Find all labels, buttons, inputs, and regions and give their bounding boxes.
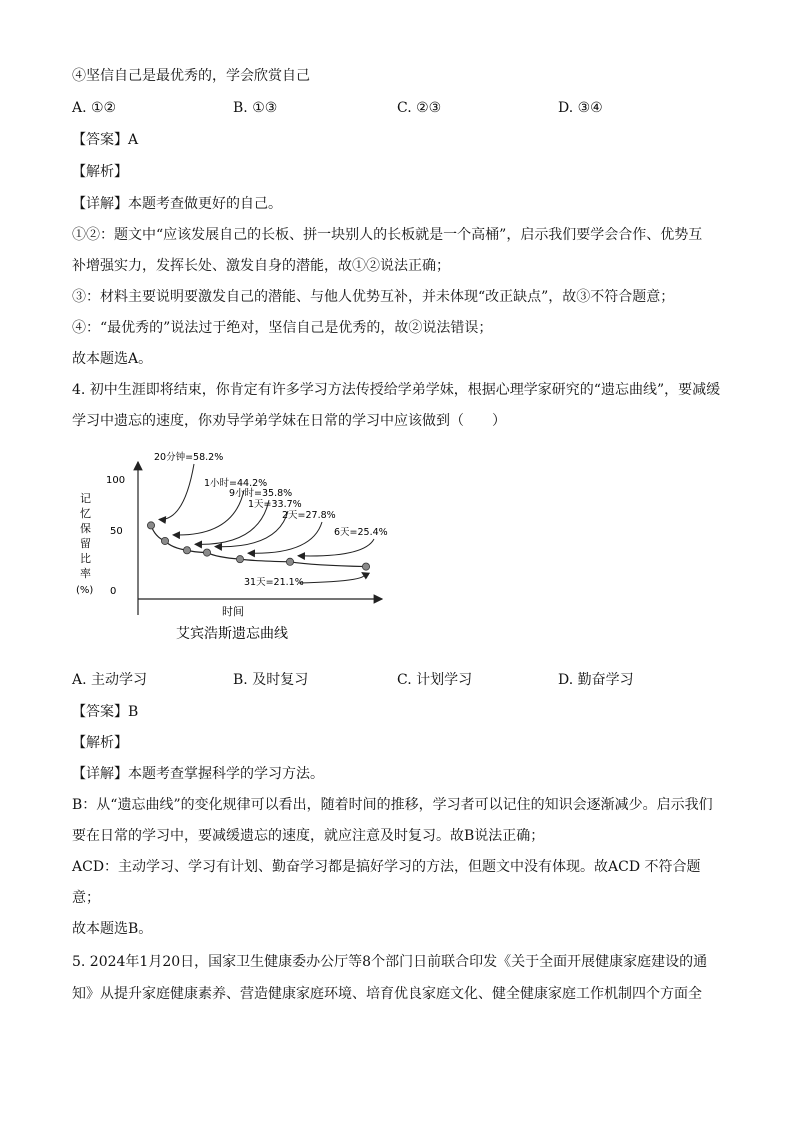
data-point-7	[362, 563, 369, 570]
q4-answer: 【答案】B	[72, 704, 139, 720]
y-tick-50: 50	[110, 526, 123, 537]
data-label-6: 6天=25.4%	[334, 527, 388, 538]
q4-conclusion: 故本题选B。	[72, 921, 153, 937]
data-label-1: 20分钟=58.2%	[154, 452, 224, 463]
annotation-arrow-5	[248, 522, 322, 553]
q4-detail: 【详解】本题考查掌握科学的学习方法。	[72, 766, 324, 782]
annotation-arrow-1	[159, 464, 194, 519]
q4-option-b[interactable]: B. 及时复习	[233, 672, 309, 688]
data-label-7: 31天=21.1%	[244, 577, 304, 588]
q4-option-a[interactable]: A. 主动学习	[72, 672, 148, 688]
q3-detail: 【详解】本题考查做更好的自己。	[72, 196, 282, 212]
q4-explanation-1b: 要在日常的学习中，要减缓遗忘的速度，就应注意及时复习。故B说法正确；	[72, 828, 545, 844]
q3-option-d[interactable]: D. ③④	[558, 100, 603, 116]
q3-explanation-1a: ①②：题文中“应该发展自己的长板、拼一块别人的长板就是一个高桶”，启示我们要学会合作、优势互	[72, 227, 703, 243]
q3-explanation-2: ③：材料主要说明要激发自己的潜能、与他人优势互补，并未体现“改正缺点”，故③不符合题意；	[72, 289, 675, 305]
q4-explanation-2a: ACD：主动学习、学习有计划、勤奋学习都是搞好学习的方法，但题文中没有体现。故ACD 不符合题	[72, 859, 701, 875]
data-label-5: 2天=27.8%	[282, 510, 336, 521]
x-axis-label: 时间	[222, 605, 244, 618]
y-label-char-6: 率	[80, 567, 91, 580]
q3-analysis-label: 【解析】	[72, 164, 128, 180]
q4-option-d[interactable]: D. 勤奋学习	[558, 672, 634, 688]
q5-stem-line-1: 5. 2024年1月20日，国家卫生健康委办公厅等8个部门日前联合印发《关于全面开展健康家庭建设的通	[72, 954, 708, 970]
q4-option-c[interactable]: C. 计划学习	[397, 672, 473, 688]
y-label-char-5: 比	[80, 552, 91, 565]
y-label-char-3: 保	[80, 522, 91, 535]
annotation-arrow-6	[298, 539, 374, 556]
q3-item-4: ④坚信自己是最优秀的，学会欣赏自己	[72, 68, 310, 84]
annotation-arrow-7	[299, 573, 364, 583]
y-tick-0: 0	[110, 586, 117, 597]
q3-conclusion: 故本题选A。	[72, 351, 153, 367]
y-tick-100: 100	[106, 475, 126, 486]
q3-option-a[interactable]: A. ①②	[72, 100, 117, 116]
data-label-4: 1天=33.7%	[248, 499, 302, 510]
q4-analysis-label: 【解析】	[72, 735, 128, 751]
y-label-char-1: 记	[80, 492, 91, 505]
q4-explanation-1a: B：从“遗忘曲线”的变化规律可以看出，随着时间的推移，学习者可以记住的知识会逐渐减少。启示我们	[72, 797, 713, 813]
data-point-4	[203, 549, 210, 556]
q3-option-b[interactable]: B. ①③	[233, 100, 278, 116]
y-label-char-4: 留	[80, 537, 91, 550]
q3-option-c[interactable]: C. ②③	[397, 100, 442, 116]
data-label-2: 1小时=44.2%	[204, 478, 268, 489]
data-point-1	[147, 522, 154, 529]
q3-explanation-3: ④：“最优秀的”说法过于绝对，坚信自己是优秀的，故②说法错误；	[72, 320, 493, 336]
data-point-3	[183, 547, 190, 554]
chart-title: 艾宾浩斯遗忘曲线	[176, 626, 288, 642]
q3-answer: 【答案】A	[72, 132, 139, 148]
y-label-char-7: (%)	[76, 585, 94, 596]
y-label-char-2: 忆	[80, 507, 91, 520]
q5-stem-line-2: 知》从提升家庭健康素养、营造健康家庭环境、培育优良家庭文化、健全健康家庭工作机制四个方面全	[72, 986, 702, 1002]
data-point-6	[286, 558, 293, 565]
q4-explanation-2b: 意；	[72, 890, 100, 906]
data-point-5	[236, 556, 243, 563]
data-label-3: 9小时=35.8%	[229, 488, 293, 499]
forgetting-curve-chart	[72, 440, 402, 660]
q4-stem-line-1: 4. 初中生涯即将结束，你肯定有许多学习方法传授给学弟学妹，根据心理学家研究的“遗忘曲线”，要减缓	[72, 382, 721, 398]
q3-explanation-1b: 补增强实力，发挥长处、激发自身的潜能，故①②说法正确；	[72, 258, 450, 274]
data-point-2	[161, 537, 168, 544]
q4-stem-line-2: 学习中遗忘的速度，你劝导学弟学妹在日常的学习中应该做到（ ）	[72, 413, 506, 429]
